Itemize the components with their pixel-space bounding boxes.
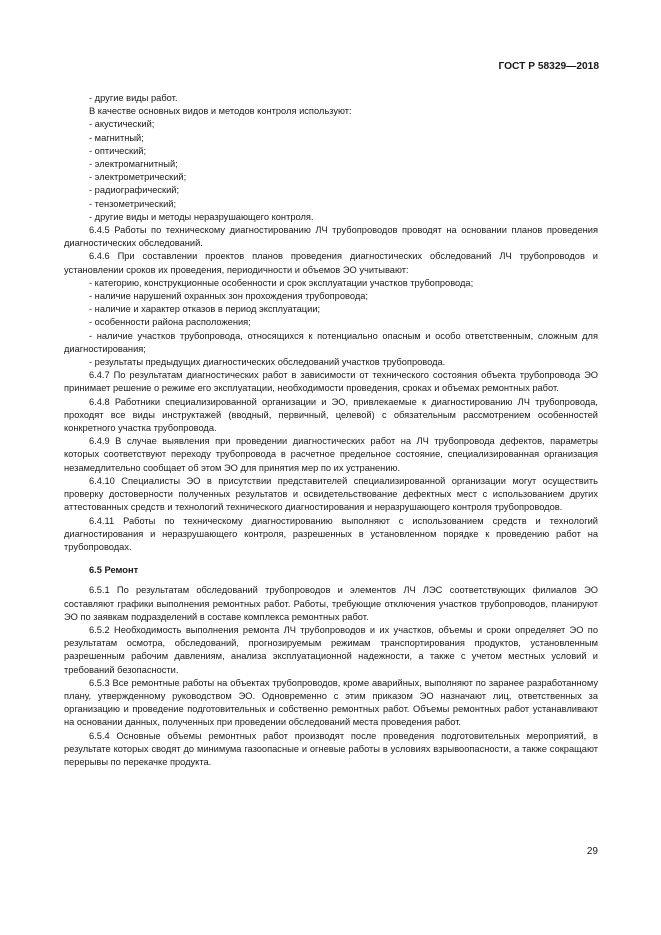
list-item: - оптический; xyxy=(89,145,147,156)
list-item: - наличие и характер отказов в период эксплуатации; xyxy=(89,304,321,315)
clause-6-5-1: 6.5.1 По результатам обследований трубопроводов и элементов ЛЧ ЛЭС соответствующих филиалов ЭО составляют графики выполнения ремонтных работ. Работы, требующие отключения участков трубопроводов, планируют ЭО по заявкам подразделений в составе комплекса ремонтных работ. xyxy=(64,585,598,622)
list-item: - особенности района расположения; xyxy=(89,317,251,328)
page-number: 29 xyxy=(586,846,598,857)
clause-6-4-8: 6.4.8 Работники специализированной организации и ЭО, привлекаемые к диагностированию ЛЧ трубопровода, проходят все виды инструктажей (вводный, первичный, целевой) с обязательным рассмотрением особенностей конкретного участка трубопровода. xyxy=(64,396,598,434)
clause-6-4-7: 6.4.7 По результатам диагностических работ в зависимости от технического состояния объекта трубопровода ЭО принимает решение о режиме его эксплуатации, необходимости проведения, сроках и объемах ремонтных работ. xyxy=(64,370,598,394)
list-item: - результаты предыдущих диагностических обследований участков трубопровода. xyxy=(89,357,446,368)
list-item: - наличие участков трубопровода, относящихся к потенциально опасным и особо ответственным, сложным для диагностирования; xyxy=(64,330,598,354)
list-item: - другие виды работ. xyxy=(89,93,178,103)
clause-6-4-6: 6.4.6 При составлении проектов планов проведения диагностических обследований ЛЧ трубопроводов и установлении сроков их проведения, периодичности и объемов ЭО учитывают: xyxy=(64,251,598,275)
clause-6-4-10: 6.4.10 Специалисты ЭО в присутствии представителей специализированной организации могут осуществить проверку достоверности полученных результатов и освидетельствование дефектных мест с использованием других аттестованных средств и технологий технического диагностирования и неразрушающего контроля трубопроводов. xyxy=(64,475,598,513)
list-item: - тензометрический; xyxy=(89,198,177,209)
paragraph: В качестве основных видов и методов контроля используют: xyxy=(89,106,352,117)
list-item: - другие виды и методы неразрушающего контроля. xyxy=(89,211,314,222)
list-item: - электрометрический; xyxy=(89,172,187,183)
clause-6-4-9: 6.4.9 В случае выявления при проведении диагностических работ на ЛЧ трубопровода дефектов, параметры которых соответствуют переходу трубопровода в расчетное предельное состояние, специализированная организация незамедлительно сообщает об этом ЭО для принятия мер по их устранению. xyxy=(64,436,598,473)
section-heading: 6.5 Ремонт xyxy=(89,565,139,576)
list-item: - категорию, конструкционные особенности и срок эксплуатации участков трубопровода; xyxy=(89,277,474,288)
document-id: ГОСТ Р 58329—2018 xyxy=(498,61,599,72)
clause-6-5-3: 6.5.3 Все ремонтные работы на объектах трубопроводов, кроме аварийных, выполняют по заранее разработанному плану, утвержденному руководством ЭО. Одновременно с этим приказом ЭО назначают лиц, ответственных за организацию и проведение подготовительных и собственно ремонтных работ. Объемы ремонтных работ устанавливают на основании данных, полученных при проведении обследований места проведения работ. xyxy=(64,677,598,728)
list-item: - магнитный; xyxy=(89,132,144,143)
document-body xyxy=(64,92,598,769)
clause-6-5-4: 6.5.4 Основные объемы ремонтных работ производят после проведения подготовительных мероприятий, в результате которых сводят до минимума газоопасные и огневые работы в условиях взрывоопасности, а также сокращают перерывы по перекачке продукта. xyxy=(64,730,598,767)
clause-6-4-5: 6.4.5 Работы по техническому диагностированию ЛЧ трубопроводов проводят на основании планов проведения диагностических обследований. xyxy=(64,225,598,249)
list-item: - наличие нарушений охранных зон прохождения трубопровода; xyxy=(89,291,368,302)
list-item: - электромагнитный; xyxy=(89,159,178,170)
clause-6-4-11: 6.4.11 Работы по техническому диагностированию выполняют с использованием средств и технологий диагностирования и неразрушающего контроля, разрешенных в установленном порядке к проведению работ на трубопроводах. xyxy=(64,515,598,552)
list-item: - радиографический; xyxy=(89,185,180,196)
list-item: - акустический; xyxy=(89,119,155,130)
clause-6-5-2: 6.5.2 Необходимость выполнения ремонта ЛЧ трубопроводов и их участков, объемы и сроки определяет ЭО по результатам осмотра, обследований, прогнозируемым режимам транспортирования продуктов, установленным разрешенным рабочим давлениям, анализа эксплуатационной надежности, а также с учетом местных условий и требований безопасности. xyxy=(64,624,598,675)
